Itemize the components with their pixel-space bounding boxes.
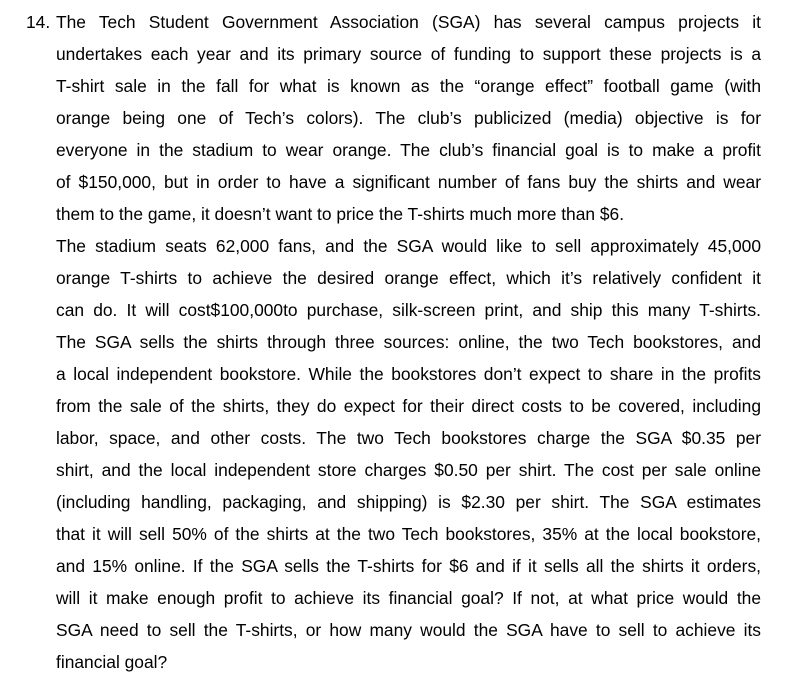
text-line: will it make enough profit to achieve its financial goal? If not, at what price would the (56, 588, 761, 608)
text-line: SGA need to sell the T-shirts, or how many would the SGA have to sell to achieve its (56, 620, 761, 640)
text-line: and 15% online. If the SGA sells the T-shirts for $6 and if it sells all the shirts it orders, (56, 556, 761, 576)
text-line: T-shirt sale in the fall for what is known as the “orange effect” football game (with (56, 76, 761, 96)
problem-paragraph-1 (56, 6, 761, 230)
text-line: them to the game, it doesn’t want to price the T-shirts much more than $6. (56, 204, 625, 224)
text-line: orange T-shirts to achieve the desired orange effect, which it’s relatively confident it (56, 268, 761, 288)
text-line: undertakes each year and its primary source of funding to support these projects is a (56, 44, 761, 64)
text-line: orange being one of Tech’s colors). The club’s publicized (media) objective is for (56, 108, 761, 128)
text-line: labor, space, and other costs. The two Tech bookstores charge the SGA $0.35 per (56, 428, 761, 448)
problem-14 (26, 6, 761, 678)
text-line: everyone in the stadium to wear orange. The club’s financial goal is to make a profit (56, 140, 761, 160)
problem-paragraph-2 (56, 230, 761, 678)
text-line: financial goal? (56, 652, 168, 672)
text-line: The stadium seats 62,000 fans, and the SGA would like to sell approximately 45,000 (56, 236, 761, 256)
problem-number: 14. (26, 12, 51, 32)
text-line: The SGA sells the shirts through three sources: online, the two Tech bookstores, and (56, 332, 761, 352)
text-line: shirt, and the local independent store charges $0.50 per shirt. The cost per sale online (56, 460, 761, 480)
text-line: of $150,000, but in order to have a significant number of fans buy the shirts and wear (56, 172, 761, 192)
text-line: can do. It will cost$100,000to purchase, silk-screen print, and ship this many T-shirts. (56, 300, 761, 320)
text-line: The Tech Student Government Association (SGA) has several campus projects it (56, 12, 761, 32)
text-line: (including handling, packaging, and shipping) is $2.30 per shirt. The SGA estimates (56, 492, 761, 512)
text-line: that it will sell 50% of the shirts at the two Tech bookstores, 35% at the local bookstore, (56, 524, 761, 544)
text-line: from the sale of the shirts, they do expect for their direct costs to be covered, including (56, 396, 761, 416)
text-line: a local independent bookstore. While the bookstores don’t expect to share in the profits (56, 364, 761, 384)
